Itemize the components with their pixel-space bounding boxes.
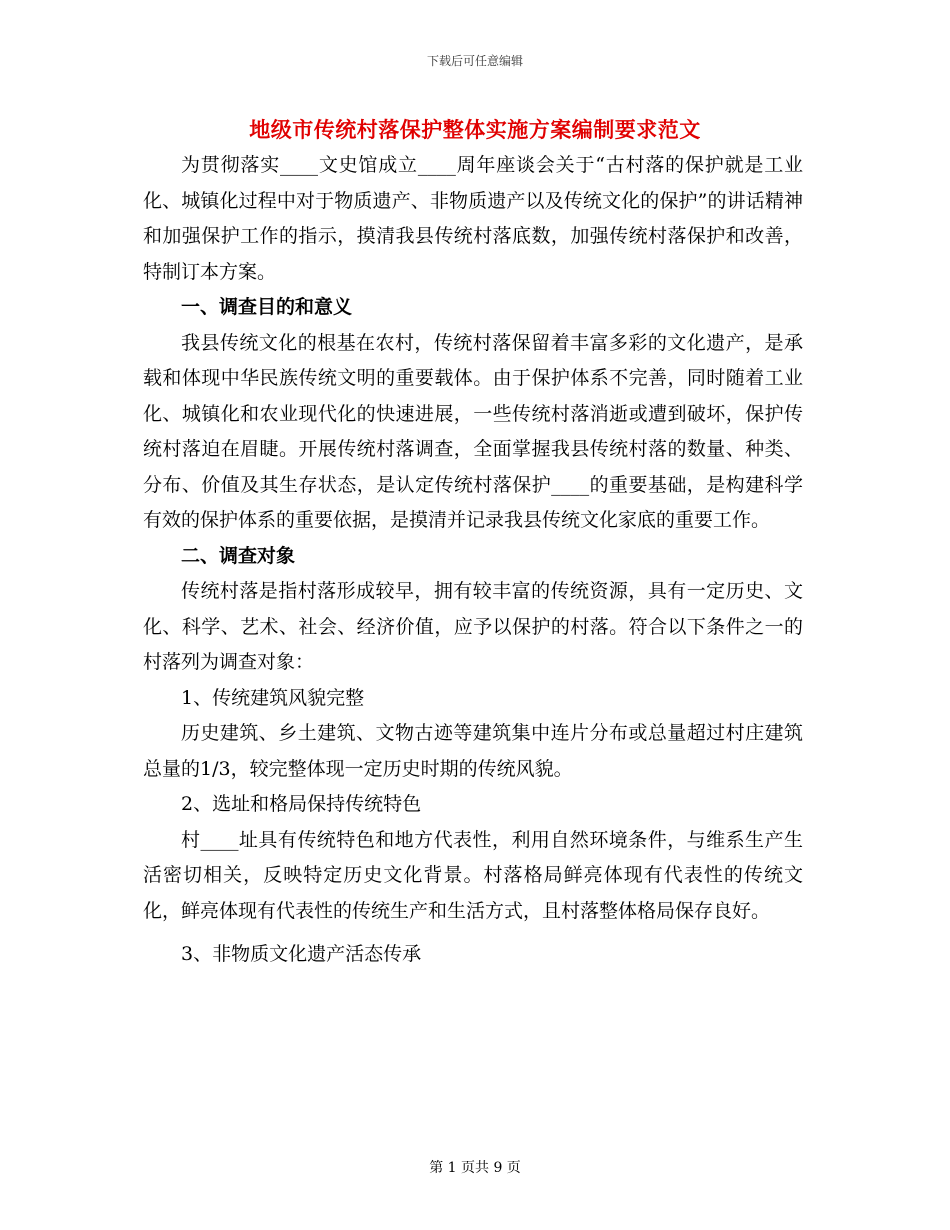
subheading-3: 3、非物质文化遗产活态传承	[181, 943, 422, 965]
document-title: 地级市传统村落保护整体实施方案编制要求范文	[249, 117, 701, 142]
section-heading-2: 二、调查对象	[181, 544, 296, 567]
document-body	[143, 148, 803, 973]
section-heading-1: 一、调查目的和意义	[181, 296, 353, 318]
subheading-1: 1、传统建筑风貌完整	[181, 686, 365, 709]
section-1-paragraph: 我县传统文化的根基在农村，传统村落保留着丰富多彩的文化遗产，是承载和体现中华民族传统文明的重要载体。由于保护体系不完善，同时随着工业化、城镇化和农业现代化的快速进展，一些传统村落消逝或遭到破坏，保护传统村落迫在眉睫。开展传统村落调查，全面掌握我县传统村落的数量、种类、分布、价值及其生存状态，是认定传统村落保护____的重要基础，是构建科学有效的保护体系的重要依据，是摸清并记录我县传统文化家底的重要工作。	[143, 331, 803, 531]
page-footer: 第 1 页共 9 页	[429, 1160, 521, 1176]
subsection-2-paragraph: 村____址具有传统特色和地方代表性，利用自然环境条件，与维系生产生活密切相关，反映特定历史文化背景。村落格局鲜亮体现有代表性的传统文化，鲜亮体现有代表性的传统生产和生活方式，且村落整体格局保存良好。	[143, 828, 803, 922]
subsection-1-paragraph: 历史建筑、乡土建筑、文物古迹等建筑集中连片分布或总量超过村庄建筑总量的1/3，较完整体现一定历史时期的传统风貌。	[143, 722, 803, 780]
intro-paragraph: 为贯彻落实____文史馆成立____周年座谈会关于“古村落的保护就是工业化、城镇化过程中对于物质遗产、非物质遗产以及传统文化的保护”的讲话精神和加强保护工作的指示，摸清我县传统村落底数，加强传统村落保护和改善，特制订本方案。	[143, 154, 803, 283]
section-2-paragraph: 传统村落是指村落形成较早，拥有较丰富的传统资源，具有一定历史、文化、科学、艺术、社会、经济价值，应予以保护的村落。符合以下条件之一的村落列为调查对象：	[143, 580, 803, 673]
subheading-2: 2、选址和格局保持传统特色	[181, 793, 422, 815]
header-note: 下载后可任意编辑	[426, 54, 523, 68]
